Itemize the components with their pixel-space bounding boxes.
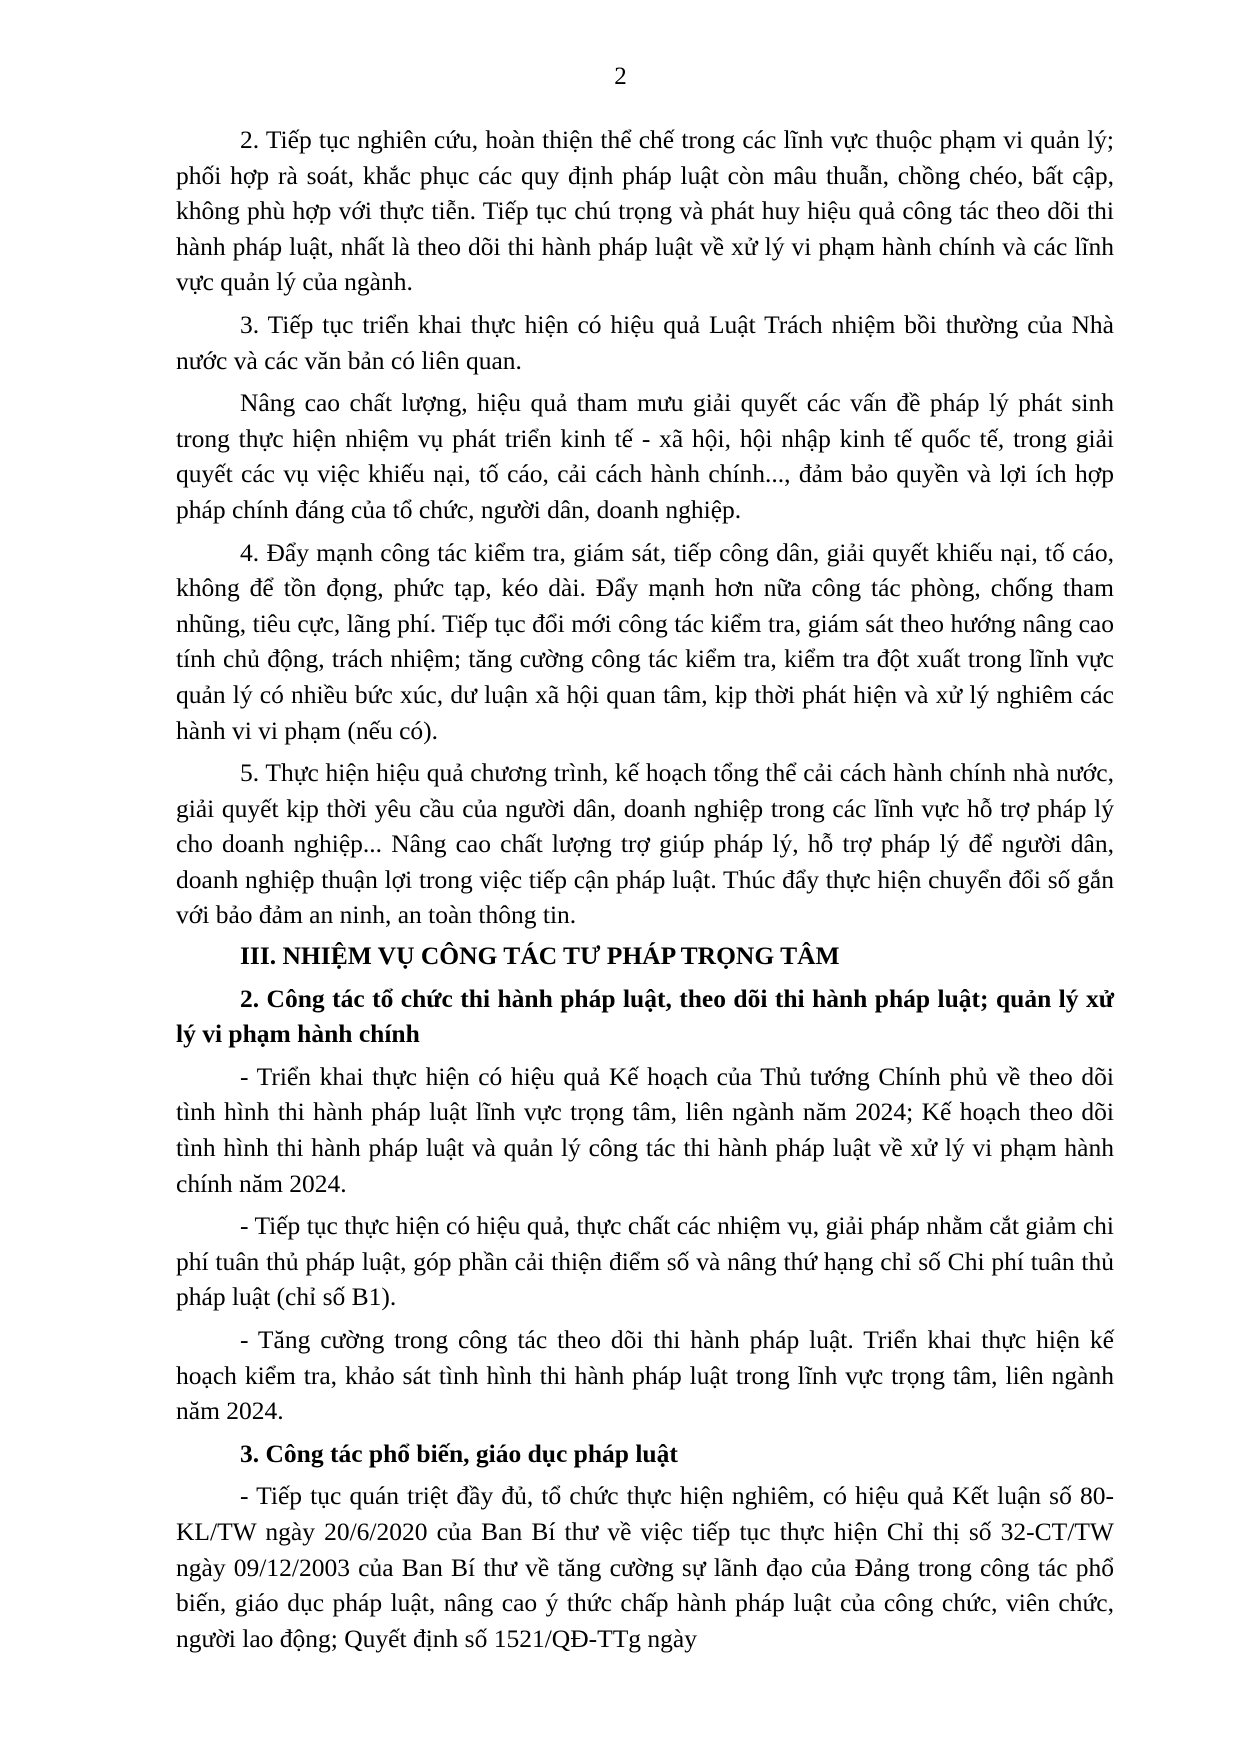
bullet-compliance-cost: - Tiếp tục thực hiện có hiệu quả, thực chất các nhiệm vụ, giải pháp nhằm cắt giảm chi phí tuân thủ pháp luật, góp phần cải thiện điểm số và nâng thứ hạng chỉ số Chi phí tuân thủ pháp luật (chỉ số B1). xyxy=(176,1211,1114,1312)
paragraph-task-3: 3. Tiếp tục triển khai thực hiện có hiệu quả Luật Trách nhiệm bồi thường của Nhà nước và các văn bản có liên quan. xyxy=(176,309,1114,375)
bullet-inspection: - Tăng cường trong công tác theo dõi thi hành pháp luật. Triển khai thực hiện kế hoạch kiểm tra, khảo sát tình hình thi hành pháp luật trong lĩnh vực trọng tâm, liên ngành năm 2024. xyxy=(176,1325,1114,1426)
paragraph-task-5: 5. Thực hiện hiệu quả chương trình, kế hoạch tổng thể cải cách hành chính nhà nước, giải quyết kịp thời yêu cầu của người dân, doanh nghiệp trong các lĩnh vực hỗ trợ pháp lý cho doanh nghiệp... Nâng cao chất lượng trợ giúp pháp lý, hỗ trợ pháp lý để người dân, doanh nghiệp thuận lợi trong việc tiếp cận pháp luật. Thúc đẩy thực hiện chuyển đổi số gắn với bảo đảm an ninh, an toàn thông tin. xyxy=(176,758,1114,930)
section-heading-iii: III. NHIỆM VỤ CÔNG TÁC TƯ PHÁP TRỌNG TÂM xyxy=(240,941,840,971)
bullet-plan-monitoring: - Triển khai thực hiện có hiệu quả Kế hoạch của Thủ tướng Chính phủ về theo dõi tình hình thi hành pháp luật lĩnh vực trọng tâm, liên ngành năm 2024; Kế hoạch theo dõi tình hình thi hành pháp luật và quản lý công tác thi hành pháp luật về xử lý vi phạm hành chính năm 2024. xyxy=(176,1061,1114,1198)
subheading-law-enforcement: 2. Công tác tổ chức thi hành pháp luật, theo dõi thi hành pháp luật; quản lý xử lý vi phạm hành chính xyxy=(176,983,1114,1049)
subheading-legal-education: 3. Công tác phổ biến, giáo dục pháp luật xyxy=(240,1438,678,1468)
paragraph-legal-advice: Nâng cao chất lượng, hiệu quả tham mưu giải quyết các vấn đề pháp lý phát sinh trong thực hiện nhiệm vụ phát triển kinh tế - xã hội, hội nhập kinh tế quốc tế, trong giải quyết các vụ việc khiếu nại, tố cáo, cải cách hành chính..., đảm bảo quyền và lợi ích hợp pháp chính đáng của tổ chức, người dân, doanh nghiệp. xyxy=(176,388,1114,524)
bullet-conclusion-80: - Tiếp tục quán triệt đầy đủ, tổ chức thực hiện nghiêm, có hiệu quả Kết luận số 80-KL/TW ngày 20/6/2020 của Ban Bí thư về việc tiếp tục thực hiện Chỉ thị số 32-CT/TW ngày 09/12/2003 của Ban Bí thư về tăng cường sự lãnh đạo của Đảng trong công tác phổ biến, giáo dục pháp luật, nâng cao ý thức chấp hành pháp luật của công chức, viên chức, người lao động; Quyết định số 1521/QĐ-TTg ngày xyxy=(176,1481,1114,1653)
document-body xyxy=(176,122,1114,1663)
paragraph-task-2: 2. Tiếp tục nghiên cứu, hoàn thiện thể chế trong các lĩnh vực thuộc phạm vi quản lý; phối hợp rà soát, khắc phục các quy định pháp luật còn mâu thuẫn, chồng chéo, bất cập, không phù hợp với thực tiễn. Tiếp tục chú trọng và phát huy hiệu quả công tác theo dõi thi hành pháp luật, nhất là theo dõi thi hành pháp luật về xử lý vi phạm hành chính và các lĩnh vực quản lý của ngành. xyxy=(176,125,1114,297)
paragraph-task-4: 4. Đẩy mạnh công tác kiểm tra, giám sát, tiếp công dân, giải quyết khiếu nại, tố cáo, không để tồn đọng, phức tạp, kéo dài. Đẩy mạnh hơn nữa công tác phòng, chống tham nhũng, tiêu cực, lãng phí. Tiếp tục đổi mới công tác kiểm tra, giám sát theo hướng nâng cao tính chủ động, trách nhiệm; tăng cường công tác kiểm tra, kiểm tra đột xuất trong lĩnh vực quản lý có nhiều bức xúc, dư luận xã hội quan tâm, kịp thời phát hiện và xử lý nghiêm các hành vi vi phạm (nếu có). xyxy=(176,537,1114,745)
page-number: 2 xyxy=(614,63,627,90)
